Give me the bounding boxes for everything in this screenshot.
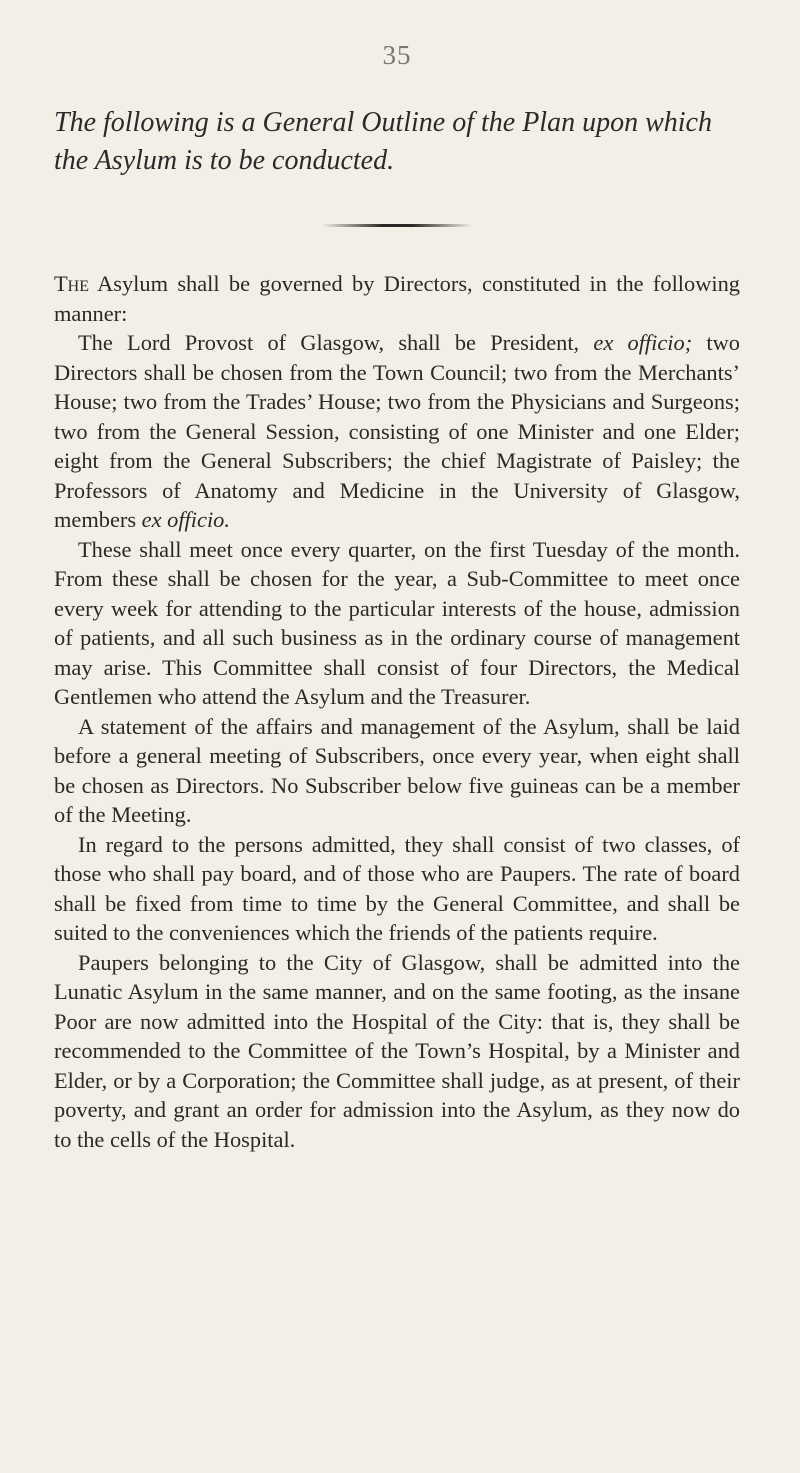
section-heading: The following is a General Outline of the Plan upon which the Asylum is to be conducted. (54, 107, 712, 176)
paragraph-text: Asylum shall be governed by Directors, constituted in the following manner: (54, 271, 740, 326)
paragraph-5 (54, 830, 740, 948)
page-number: 35 (382, 40, 412, 70)
paragraph-1 (54, 269, 740, 328)
paragraph-2 (54, 328, 740, 535)
paragraph-lead: The (54, 271, 90, 296)
paragraph-text: Paupers belonging to the City of Glasgow, shall be admitted into the Lunatic Asylum in the same manner, and on the same footing, as the insane Poor are now admitted into the Hospital of the City: that is, they shall be recommended to the Committee of the Town’s Hospital, by a Minister and Elder, or by a Corporation; the Committee shall judge, as at present, of their poverty, and grant an order for admission into the Asylum, as they now do to the cells of the Hospital. (54, 949, 740, 1152)
paragraph-text: The Lord Provost of Glasgow, shall be President, (78, 330, 594, 355)
latin-phrase: ex officio; (593, 330, 693, 355)
paragraph-6 (54, 948, 740, 1155)
paragraph-4 (54, 712, 740, 830)
paragraph-text: These shall meet once every quarter, on the first Tuesday of the month. From these shall be chosen for the year, a Sub-Committee to meet once every week for attending to the particular interests of the house, admission of patients, and all such business as in the ordinary course of management may arise. This Committee shall consist of four Directors, the Medical Gentlemen who attend the Asylum and the Treasurer. (54, 536, 740, 709)
paragraph-text: In regard to the persons admitted, they shall consist of two classes, of those who shall pay board, and of those who are Paupers. The rate of board shall be fixed from time to time by the General Committee, and shall be suited to the conveniences which the friends of the patients require. (54, 831, 740, 945)
paragraph-text-continued: two Directors shall be chosen from the Town Council; two from the Merchants’ House; two from the Trades’ House; two from the Physicians and Surgeons; two from the General Session, consisting of one Minister and one Elder; eight from the General Subscribers; the chief Magistrate of Paisley; the Professors of Anatomy and Medicine in the University of Glasgow, members (54, 330, 740, 532)
paragraph-text: A statement of the affairs and management of the Asylum, shall be laid before a general meeting of Subscribers, once every year, when eight shall be chosen as Directors. No Subscriber below five guineas can be a member of the Meeting. (54, 713, 740, 827)
latin-phrase: ex officio. (141, 507, 230, 532)
body-text (54, 269, 740, 1154)
ornamental-rule (322, 224, 472, 227)
paragraph-3 (54, 535, 740, 712)
